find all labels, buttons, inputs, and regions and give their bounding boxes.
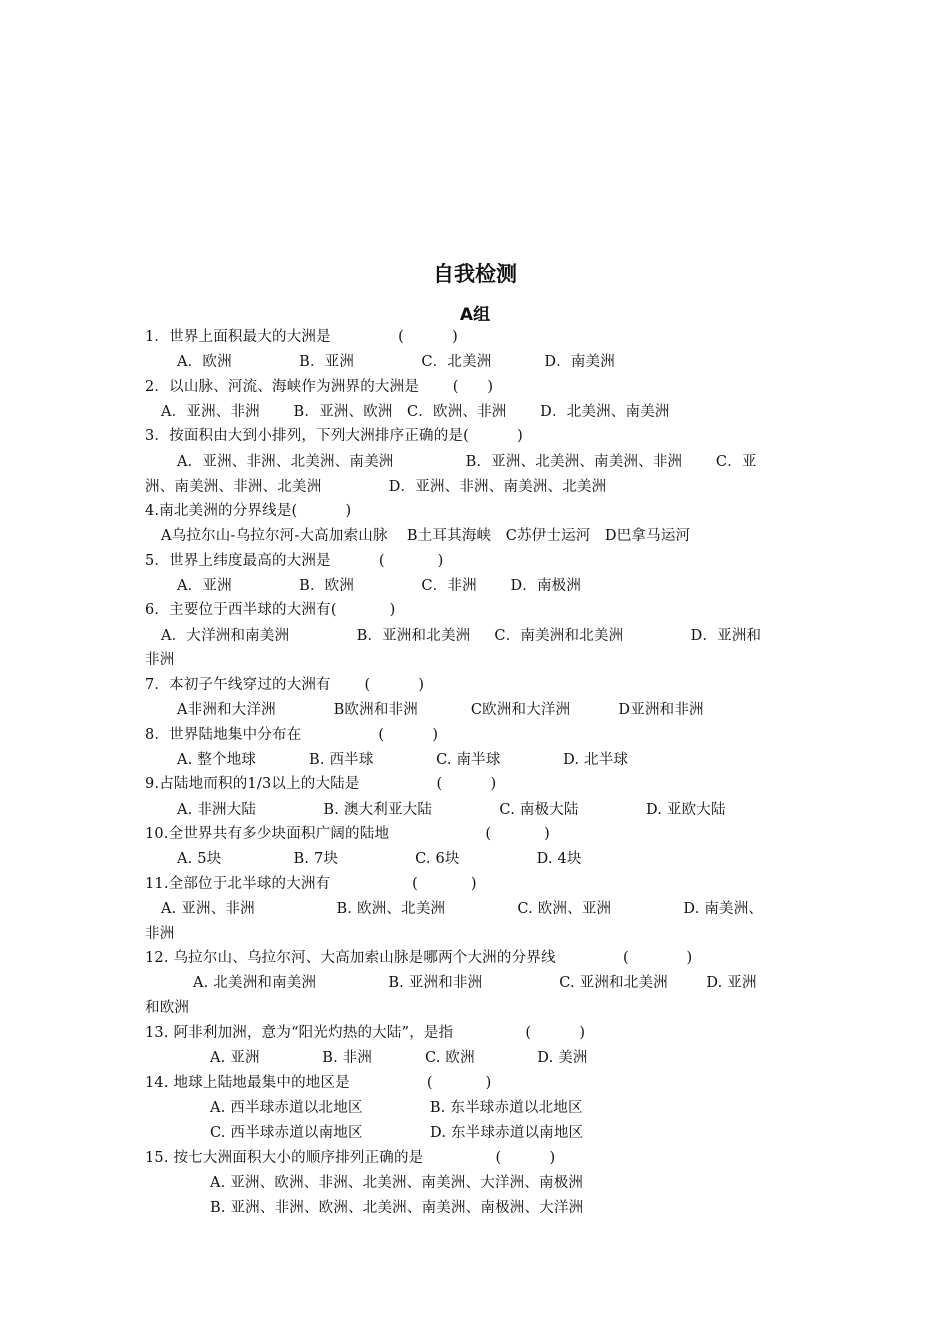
question-1: 1．世界上面积最大的大洲是 ( )	[145, 329, 458, 345]
question-13: 13. 阿非利加洲，意为“阳光灼热的大陆”，是指 ( )	[145, 1025, 586, 1041]
question-14: 14. 地球上陆地最集中的地区是 ( )	[145, 1075, 492, 1091]
question-4: 4.南北美洲的分界线是( )	[145, 503, 352, 519]
question-3: 3．按面积由大到小排列，下列大洲排序正确的是( )	[145, 428, 523, 444]
question-10: 10.全世界共有多少块面积广阔的陆地 ( )	[145, 826, 550, 842]
question-6-options-cont: 非洲	[145, 652, 175, 668]
question-2: 2．以山脉、河流、海峡作为洲界的大洲是 ( )	[145, 379, 494, 395]
question-6-options: A．大洋洲和南美洲 B．亚洲和北美洲 C．南美洲和北美洲 D．亚洲和	[161, 628, 762, 644]
question-12-options-cont: 和欧洲	[145, 1000, 190, 1016]
question-3-options: A．亚洲、非洲、北美洲、南美洲 B．亚洲、北美洲、南美洲、非洲 C．亚	[177, 454, 757, 470]
question-11-options: A. 亚洲、非洲 B. 欧洲、北美洲 C. 欧洲、亚洲 D. 南美洲、	[161, 901, 764, 917]
question-6: 6．主要位于西半球的大洲有( )	[145, 602, 396, 618]
section-title: A组	[459, 305, 491, 325]
question-9-options: A. 非洲大陆 B. 澳大利亚大陆 C. 南极大陆 D. 亚欧大陆	[177, 802, 726, 818]
question-13-options: A. 亚洲 B. 非洲 C. 欧洲 D. 美洲	[210, 1050, 588, 1066]
question-8: 8．世界陆地集中分布在 ( )	[145, 727, 439, 743]
question-5: 5．世界上纬度最高的大洲是 ( )	[145, 553, 444, 569]
question-14-options-ab: A. 西半球赤道以北地区 B. 东半球赤道以北地区	[210, 1100, 583, 1116]
question-5-options: A．亚洲 B．欧洲 C．非洲 D．南极洲	[177, 578, 582, 594]
question-11: 11.全部位于北半球的大洲有 ( )	[145, 876, 477, 892]
page-title: 自我检测	[433, 262, 517, 286]
question-8-options: A. 整个地球 B. 西半球 C. 南半球 D. 北半球	[177, 752, 629, 768]
question-7: 7．本初子午线穿过的大洲有 ( )	[145, 677, 425, 693]
question-7-options: A非洲和大洋洲 B欧洲和非洲 C欧洲和大洋洲 D亚洲和非洲	[177, 702, 704, 718]
question-9: 9.占陆地而积的1/3以上的大陆是 ( )	[145, 776, 497, 792]
question-15-option-a: A. 亚洲、欧洲、非洲、北美洲、南美洲、大洋洲、南极洲	[210, 1175, 584, 1191]
question-11-options-cont: 非洲	[145, 926, 175, 942]
question-14-options-cd: C. 西半球赤道以南地区 D. 东半球赤道以南地区	[210, 1125, 584, 1141]
question-3-options-cont: 洲、南美洲、非洲、北美洲 D．亚洲、非洲、南美洲、北美洲	[145, 479, 607, 495]
question-15: 15. 按七大洲面积大小的顺序排列正确的是 ( )	[145, 1150, 556, 1166]
question-4-options: A乌拉尔山-乌拉尔河-大高加索山脉 B土耳其海峡 C苏伊士运河 D巴拿马运河	[161, 528, 691, 544]
question-15-option-b: B. 亚洲、非洲、欧洲、北美洲、南美洲、南极洲、大洋洲	[210, 1200, 584, 1216]
question-2-options: A．亚洲、非洲 B．亚洲、欧洲 C．欧洲、非洲 D．北美洲、南美洲	[161, 404, 670, 420]
question-12: 12. 乌拉尔山、乌拉尔河、大高加索山脉是哪两个大洲的分界线 ( )	[145, 950, 693, 966]
question-10-options: A. 5块 B. 7块 C. 6块 D. 4块	[177, 851, 582, 867]
question-12-options: A. 北美洲和南美洲 B. 亚洲和非洲 C. 亚洲和北美洲 D. 亚洲	[193, 975, 757, 991]
question-1-options: A．欧洲 B．亚洲 C．北美洲 D．南美洲	[177, 354, 616, 370]
